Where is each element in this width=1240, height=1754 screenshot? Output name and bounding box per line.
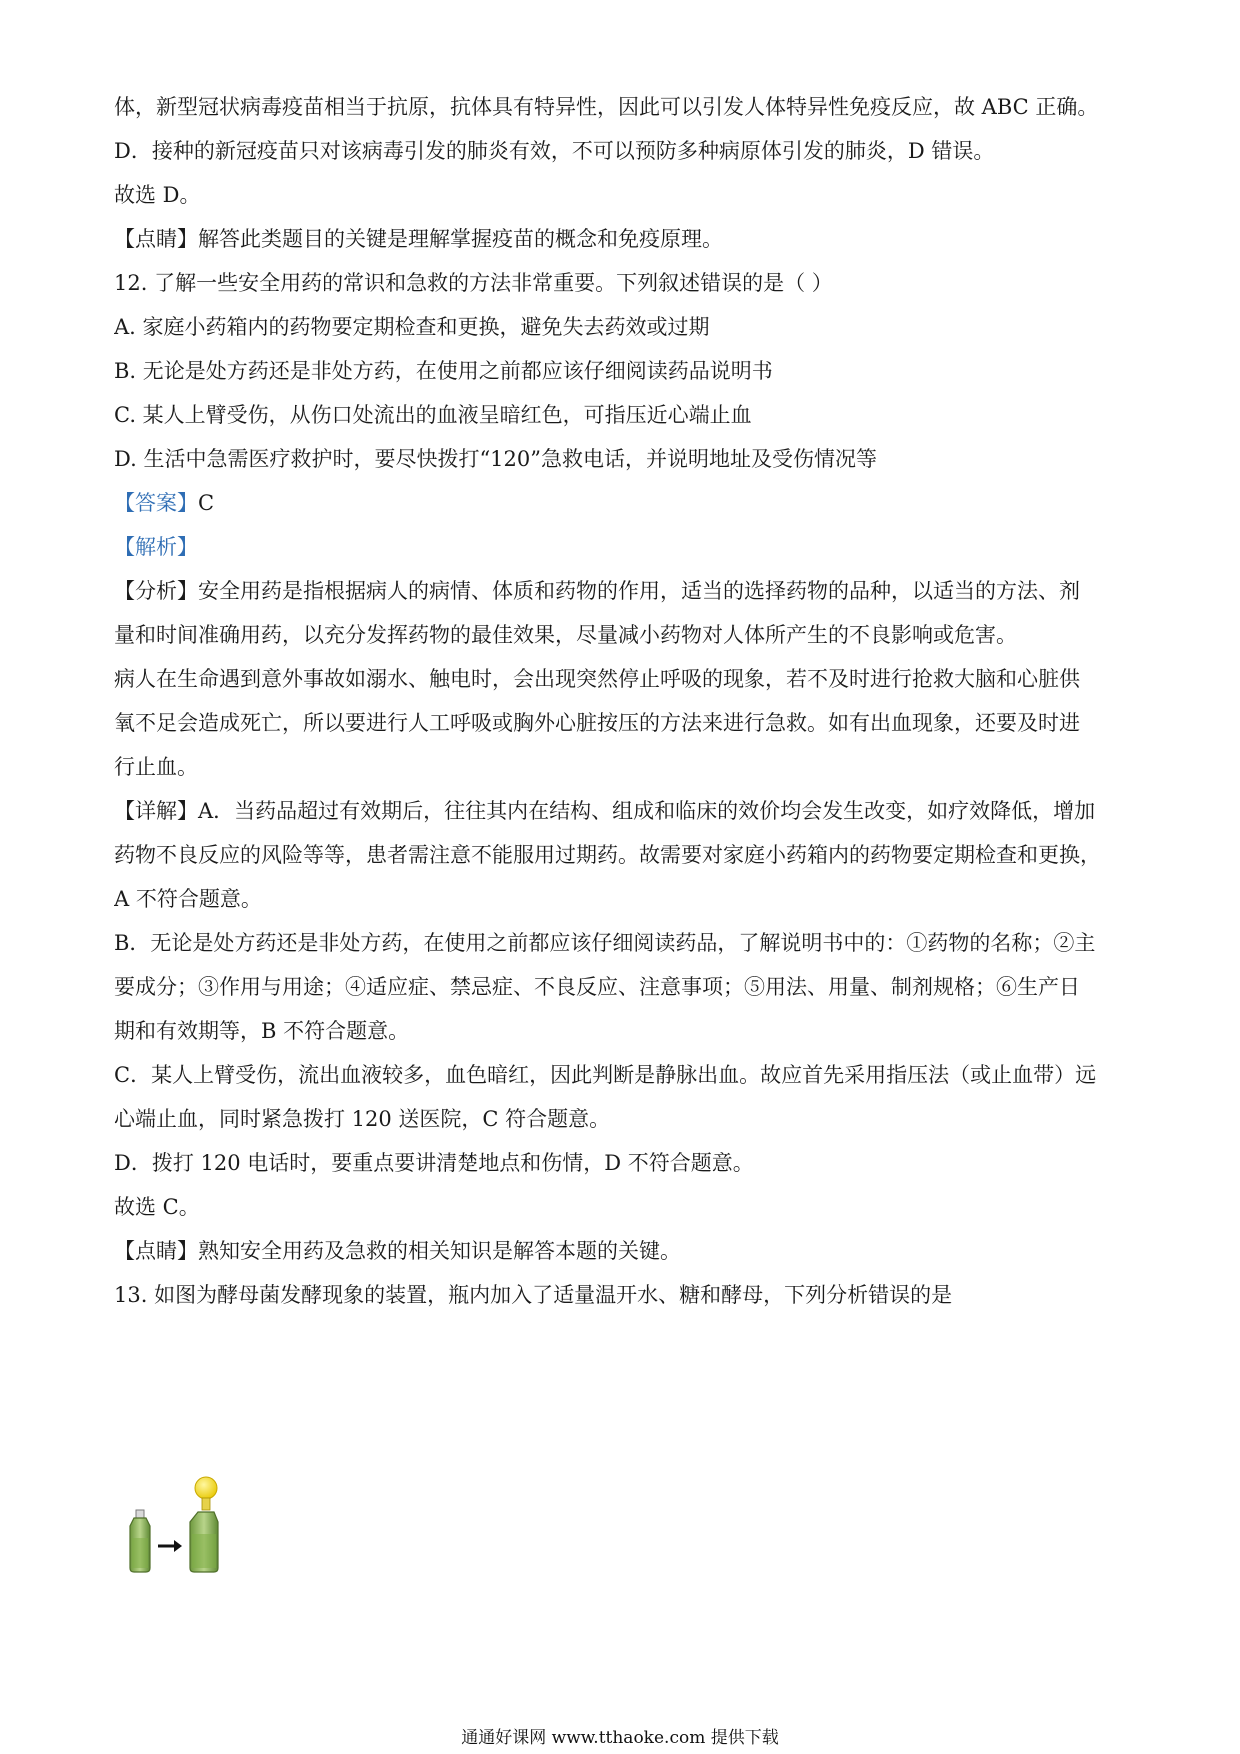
text-line: 心端止血，同时紧急拨打 120 送医院，C 符合题意。: [114, 1107, 611, 1131]
text-line: 【详解】A．当药品超过有效期后，往往其内在结构、组成和临床的效价均会发生改变，如疗效降低，增加: [114, 799, 1096, 823]
text-line: 体，新型冠状病毒疫苗相当于抗原，抗体具有特异性，因此可以引发人体特异性免疫反应，故 ABC 正确。: [114, 95, 1099, 119]
text-line: 药物不良反应的风险等等，患者需注意不能服用过期药。故需要对家庭小药箱内的药物要定期检查和更换，: [114, 843, 1101, 867]
question-13-stem: 13. 如图为酵母菌发酵现象的装置，瓶内加入了适量温开水、糖和酵母，下列分析错误的是: [114, 1283, 953, 1307]
text-line: 故选 D。: [114, 183, 201, 207]
option-b: B. 无论是处方药还是非处方药，在使用之前都应该仔细阅读药品说明书: [114, 359, 773, 383]
answer-label: 【答案】: [114, 491, 198, 515]
text-line: 【分析】安全用药是指根据病人的病情、体质和药物的作用，适当的选择药物的品种，以适当的方法、剂: [114, 579, 1080, 603]
tip-line: 【点睛】解答此类题目的关键是理解掌握疫苗的概念和免疫原理。: [114, 227, 723, 251]
text-line: 病人在生命遇到意外事故如溺水、触电时，会出现突然停止呼吸的现象，若不及时进行抢救大脑和心脏供: [114, 667, 1080, 691]
option-c: C. 某人上臂受伤，从伤口处流出的血液呈暗红色，可指压近心端止血: [114, 403, 752, 427]
page-footer: 通通好课网 www.tthaoke.com 提供下载: [461, 1728, 779, 1748]
analysis-label: 【解析】: [114, 535, 198, 559]
text-line: 要成分；③作用与用途；④适应症、禁忌症、不良反应、注意事项；⑤用法、用量、制剂规格；⑥生产日: [114, 975, 1080, 999]
text-line: 量和时间准确用药，以充分发挥药物的最佳效果，尽量减小药物对人体所产生的不良影响或危害。: [114, 623, 1017, 647]
bottle-with-balloon: [190, 1477, 218, 1572]
bottle-before: [130, 1510, 150, 1572]
text-line: D．拨打 120 电话时，要重点要讲清楚地点和伤情，D 不符合题意。: [114, 1151, 754, 1175]
text-line: B．无论是处方药还是非处方药，在使用之前都应该仔细阅读药品，了解说明书中的：①药物的名称；②主: [114, 931, 1096, 955]
answer-value: C: [198, 491, 215, 515]
text-line: A 不符合题意。: [114, 887, 262, 911]
option-d: D. 生活中急需医疗救护时，要尽快拨打“120”急救电话，并说明地址及受伤情况等: [114, 447, 877, 471]
text-line: 氧不足会造成死亡，所以要进行人工呼吸或胸外心脏按压的方法来进行急救。如有出血现象，还要及时进: [114, 711, 1080, 735]
question-12-stem: 12. 了解一些安全用药的常识和急救的方法非常重要。下列叙述错误的是（ ）: [114, 271, 833, 295]
text-line: 期和有效期等，B 不符合题意。: [114, 1019, 410, 1043]
fermentation-apparatus-figure: [128, 1476, 248, 1576]
tip-line: 【点睛】熟知安全用药及急救的相关知识是解答本题的关键。: [114, 1239, 681, 1263]
text-line: C．某人上臂受伤，流出血液较多，血色暗红，因此判断是静脉出血。故应首先采用指压法（或止血带）远: [114, 1063, 1097, 1087]
text-line: 行止血。: [114, 755, 198, 779]
arrow-icon: [158, 1540, 182, 1552]
text-line: 故选 C。: [114, 1195, 200, 1219]
option-a: A. 家庭小药箱内的药物要定期检查和更换，避免失去药效或过期: [114, 315, 710, 339]
answer-line: [114, 488, 1134, 518]
text-line: D．接种的新冠疫苗只对该病毒引发的肺炎有效，不可以预防多种病原体引发的肺炎，D 错误。: [114, 139, 995, 163]
